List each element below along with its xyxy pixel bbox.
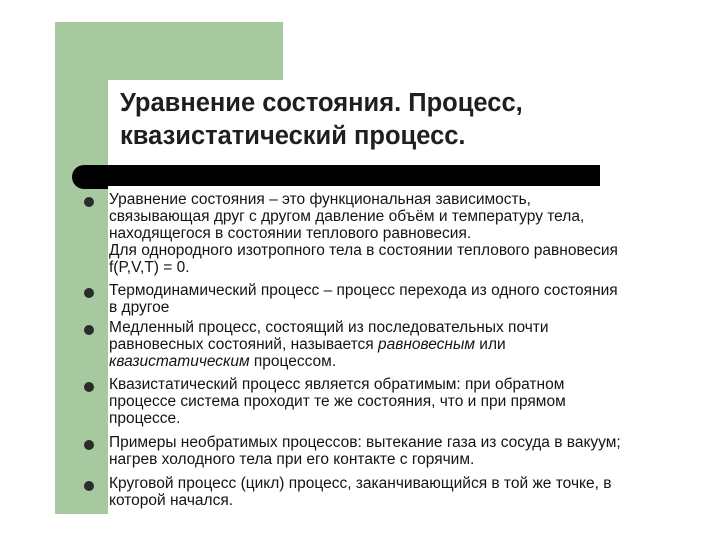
list-item-text: Квазистатический процесс является обратимым: при обратном процессе система проходит те же состояния, что и при прямом процессе. (109, 376, 566, 427)
list-item-text: Круговой процесс (цикл) процесс, заканчивающийся в той же точке, в которой начался. (109, 475, 612, 509)
bullet-dot-icon (84, 440, 94, 450)
bullet-dot-icon (84, 288, 94, 298)
term-equilibrium: равновесным (377, 336, 475, 353)
term-quasistatic: квазистатическим (109, 353, 250, 370)
list-item-text: Медленный процесс, состоящий из последовательных почти равновесных состояний, называется равновесным или квазистатическим процессом. (109, 319, 549, 370)
bullet-dot-icon (84, 197, 94, 207)
bullet-dot-icon (84, 481, 94, 491)
list-item-text: Термодинамический процесс – процесс перехода из одного состояния в другое (109, 282, 618, 316)
bullet-dot-icon (84, 382, 94, 392)
slide-title (120, 87, 523, 153)
slide-title-line-1: Уравнение состояния. Процесс, (120, 89, 523, 117)
list-item-text: Примеры необратимых процессов: вытекание газа из сосуда в вакуум; нагрев холодного тела при его контакте с горячим. (109, 434, 621, 468)
list-item-text: Уравнение состояния – это функциональная зависимость, связывающая друг с другом давление объём и температуру тела, находящегося в состоянии теплового равновесия. Для однородного изотропного тела в состоянии теплового равновесия f(P,V,T) = 0. (109, 191, 618, 276)
bullet-dot-icon (84, 325, 94, 335)
slide-title-line-2: квазистатический процесс. (120, 122, 466, 150)
